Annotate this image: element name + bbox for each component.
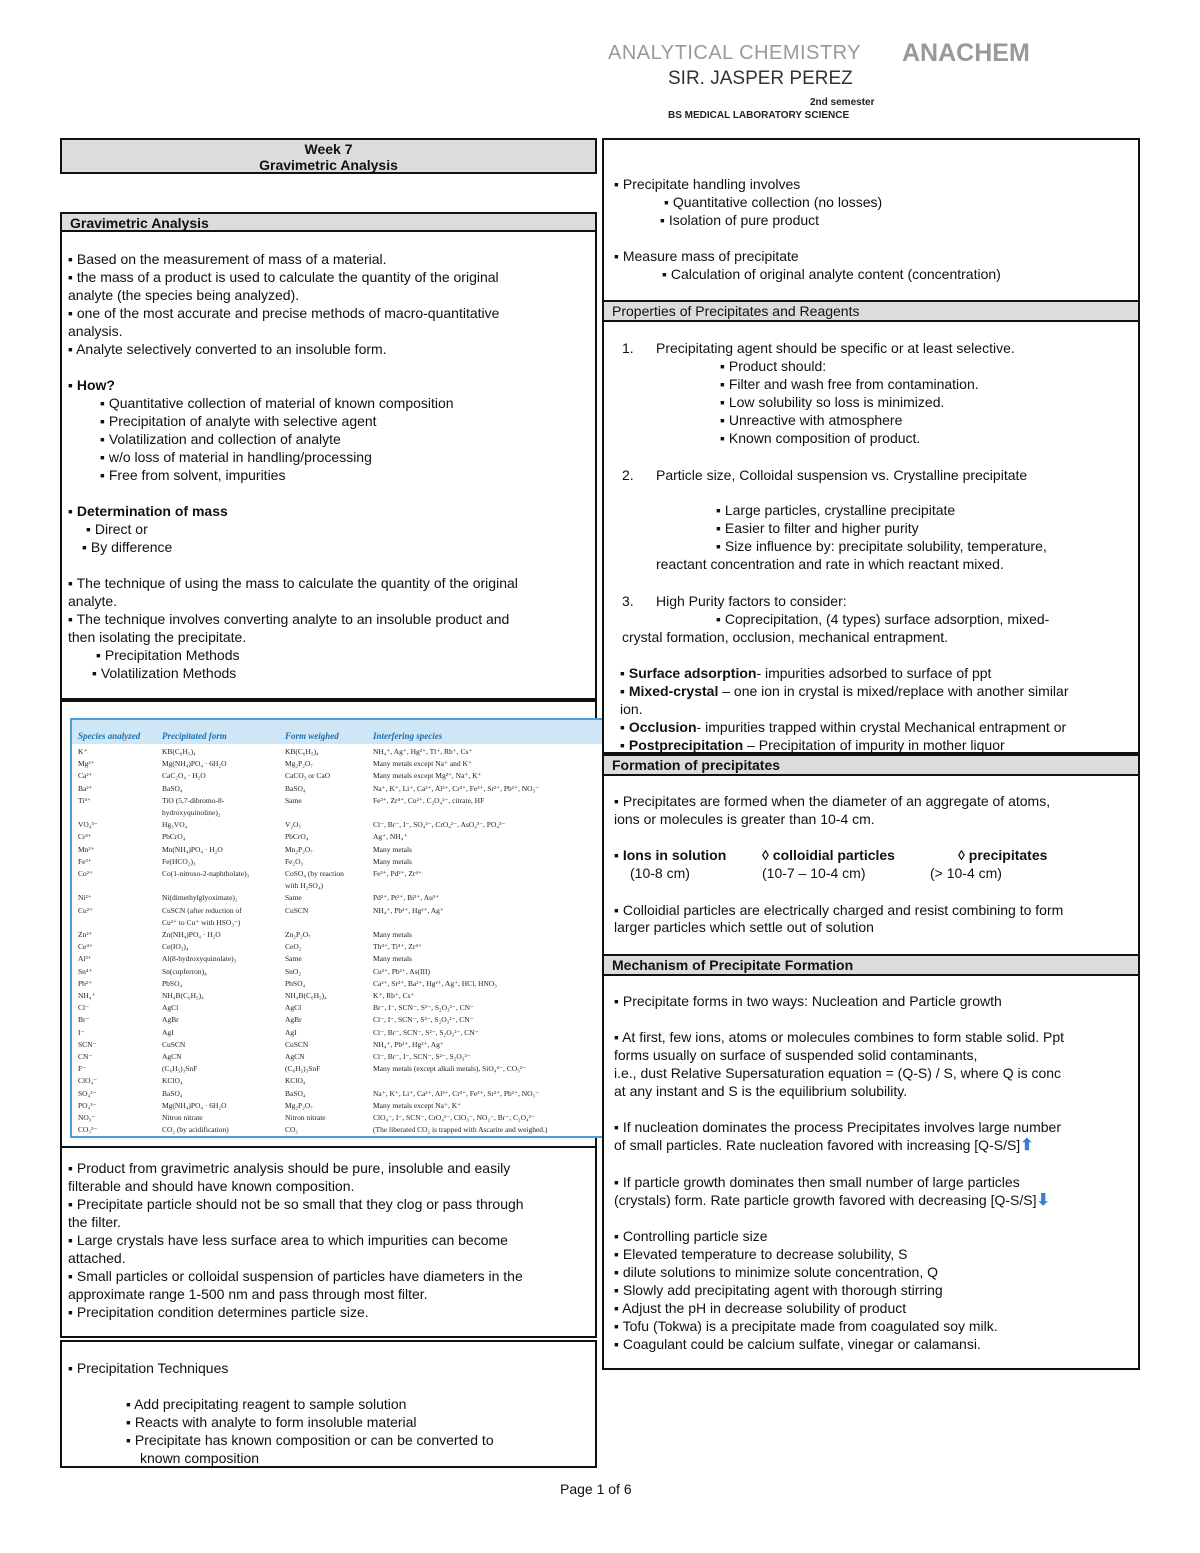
table-cell: NH₄⁺, Ag⁺, Hg²⁺, Tl⁺, Rb⁺, Cs⁺ (373, 747, 473, 756)
surface-adsorption-line (620, 664, 991, 682)
course-title: ANALYTICAL CHEMISTRY (608, 42, 862, 64)
table-cell: K⁺, Rb⁺, Cs⁺ (373, 991, 415, 1000)
table-cell: K⁺ (78, 747, 88, 756)
product-line: ▪ Precipitate particle should not be so small that they clog or pass through (68, 1196, 524, 1212)
table-cell: PbSO₄ (285, 978, 306, 988)
table-row (72, 1051, 602, 1062)
grav-line: ▪ Based on the measurement of mass of a material. (68, 251, 387, 267)
table-cell: Mg₂P₂O₇ (285, 759, 313, 769)
table-cell: Sn⁴⁺ (78, 966, 93, 976)
table-row (72, 880, 602, 891)
postprecipitation-line (620, 736, 1005, 754)
mechanism-line: forms usually on surface of suspended solid contaminants, (614, 1047, 978, 1063)
definition: - impurities adsorbed to surface of ppt (756, 665, 992, 681)
table-row (72, 1027, 602, 1038)
table-cell: Ca²⁺, Sr²⁺, Ba²⁺, Hg²⁺, Ag⁺, HCl, HNO₃ (373, 978, 497, 988)
mechanism-line: ▪ dilute solutions to minimize solute concentration, Q (614, 1264, 939, 1280)
table-cell: Ca²⁺ (78, 771, 93, 781)
table-cell: CO₂ (285, 1125, 299, 1135)
property-subitem: ▪ Product should: (720, 358, 827, 374)
handling-line: ▪ Precipitate handling involves (614, 176, 801, 192)
technique-line: then isolating the precipitate. (68, 629, 247, 645)
product-line: the filter. (68, 1214, 121, 1230)
table-cell: KB(C₆H₅)₄ (162, 747, 196, 756)
table-row (72, 1100, 602, 1111)
table-cell: Fe(HCO₂)₃ (162, 856, 196, 866)
table-row (72, 966, 602, 977)
table-row (72, 905, 602, 916)
table-cell: Ni(dimethylglyoximate)₂ (162, 893, 238, 903)
mechanism-line: ▪ Controlling particle size (614, 1228, 768, 1244)
table-cell: Co(1-nitroso-2-naphtholate)₃ (162, 869, 250, 878)
table-cell: Ce(IO₃)₄ (162, 942, 189, 952)
table-cell: Al³⁺ (78, 954, 92, 964)
table-cell: AgCN (162, 1052, 182, 1061)
ions-label: ▪ Ions in solution (614, 847, 727, 863)
table-cell: Na⁺, K⁺, Li⁺, Ca²⁺, Al³⁺, Cr³⁺, Fe³⁺, Sr²⁺, Pb²⁺, NO₃⁻ (373, 1088, 540, 1098)
table-header-cell: Precipitated form (162, 731, 227, 741)
table-cell: Cl⁻, Br⁻, I⁻, SO₄²⁻, CrO₄²⁻, AsO₄³⁻, PO₄³⁻ (373, 820, 506, 830)
table-cell: Ce⁴⁺ (78, 942, 93, 952)
table-cell: CaCO₃ or CaO (285, 771, 331, 781)
table-header (72, 720, 602, 744)
techniques-item: ▪ Precipitate has known composition or can be converted to (126, 1432, 494, 1448)
property-subitem: reactant concentration and rate in which reactant mixed. (656, 556, 1004, 572)
mechanism-line: ▪ Precipitate forms in two ways: Nucleation and Particle growth (614, 993, 1002, 1009)
table-cell: Mg(NH₄)PO₄ · 6H₂O (162, 1100, 227, 1110)
table-cell: BaSO₄ (162, 1088, 183, 1098)
table-row (72, 1002, 602, 1013)
table-row (72, 990, 602, 1001)
grav-line: ▪ one of the most accurate and precise methods of macro-quantitative (68, 305, 500, 321)
table-cell: KClO₄ (162, 1076, 183, 1086)
table-cell: Nitron nitrate (162, 1113, 203, 1122)
technique-line: ▪ The technique of using the mass to calculate the quantity of the original (68, 575, 518, 591)
table-row (72, 783, 602, 794)
formation-heading: Formation of precipitates (602, 754, 1140, 776)
table-cell: Ni²⁺ (78, 893, 92, 903)
table-cell: Br⁻, I⁻, SCN⁻, S²⁻, S₂O₃²⁻, CN⁻ (373, 1003, 474, 1013)
table-cell: Cl⁻, Br⁻, SCN⁻, S²⁻, S₂O₃²⁻, CN⁻ (373, 1027, 479, 1037)
table-cell: Mg²⁺ (78, 759, 95, 769)
occlusion-line (620, 718, 1066, 736)
table-row (72, 1075, 602, 1086)
table-row (72, 953, 602, 964)
table-cell: Pd²⁺, Pt²⁺, Bi³⁺, Au³⁺ (373, 893, 440, 903)
table-cell: AgCl (162, 1003, 179, 1013)
table-row (72, 1124, 602, 1135)
table-cell: Mg(NH₄)PO₄ · 6H₂O (162, 759, 227, 769)
nucleation-text: of small particles. Rate nucleation favored with increasing [Q-S/S] (614, 1137, 1021, 1153)
formation-line: larger particles which settle out of solution (614, 919, 874, 935)
table-cell: hydroxyquinoline)₂ (162, 808, 221, 817)
table-header-cell: Form weighed (285, 731, 339, 741)
table-cell: Zn²⁺ (78, 930, 93, 939)
properties-heading: Properties of Precipitates and Reagents (602, 300, 1140, 322)
semester-label: 2nd semester (810, 97, 875, 108)
property-subitem: ▪ Filter and wash free from contamination. (720, 376, 979, 392)
product-line: approximate range 1-500 nm and pass through most filter. (68, 1286, 428, 1302)
table-cell: (C₆H₅)₃SnF (285, 1064, 321, 1074)
table-cell: Ba²⁺ (78, 783, 93, 793)
colloid-label: ◊ colloidial particles (762, 847, 895, 863)
table-cell: Cl⁻, Br⁻, I⁻, SCN⁻, S²⁻, S₂O₃²⁻ (373, 1052, 471, 1061)
table-cell: BaSO₄ (285, 783, 306, 793)
mechanism-line (614, 1136, 1034, 1155)
table-cell: AgBr (162, 1015, 179, 1025)
table-row (72, 929, 602, 940)
table-cell: VO₄³⁻ (78, 820, 98, 830)
definition: - impurities trapped within crystal Mechanical entrapment or (696, 719, 1067, 735)
table-cell: Mg₂P₂O₇ (285, 1100, 313, 1110)
method-item: ▪ Precipitation Methods (96, 647, 240, 663)
product-line: ▪ Precipitation condition determines particle size. (68, 1304, 369, 1320)
property-item: Particle size, Colloidal suspension vs. Crystalline precipitate (656, 467, 1028, 483)
term: ▪ Surface adsorption (620, 665, 757, 681)
definition: – Precipitation of impurity in mother liquor (743, 737, 1005, 753)
table-cell: Fe³⁺ (78, 856, 92, 866)
table-cell: AgI (162, 1027, 174, 1037)
table-cell: ClO₄⁻, I⁻, SCN⁻, CrO₄²⁻, ClO₃⁻, NO₂⁻, Br⁻, C₂O₄²⁻ (373, 1113, 535, 1122)
table-cell: Sn(cupferron)₄ (162, 966, 207, 976)
table-row (72, 1014, 602, 1025)
table-row (72, 770, 602, 781)
determination-heading: ▪ Determination of mass (68, 503, 228, 519)
precipitate-range: (> 10-4 cm) (930, 865, 1002, 881)
table-row (72, 1088, 602, 1099)
table-cell: CO₂ (by acidification) (162, 1125, 229, 1135)
table-cell: CaC₂O₄ · H₂O (162, 771, 206, 781)
mechanism-line: ▪ Tofu (Tokwa) is a precipitate made from coagulated soy milk. (614, 1318, 998, 1334)
grav-line: ▪ Analyte selectively converted to an insoluble form. (68, 341, 387, 357)
table-cell: Cr³⁺ (78, 832, 92, 842)
table-cell: Same (285, 954, 302, 964)
table-cell: Many metals except Mg²⁺, Na⁺, K⁺ (373, 771, 482, 781)
table-cell: Na⁺, K⁺, Li⁺, Ca²⁺, Al³⁺, Cr³⁺, Fe³⁺, Sr²⁺, Pb²⁺, NO₃⁻ (373, 783, 540, 793)
table-row (72, 844, 602, 855)
product-line: ▪ Product from gravimetric analysis should be pure, insoluble and easily (68, 1160, 511, 1176)
table-cell: NO₃⁻ (78, 1113, 96, 1122)
table-row (72, 1039, 602, 1050)
how-item: ▪ Quantitative collection of material of known composition (100, 395, 454, 411)
property-subitem: ▪ Large particles, crystalline precipitate (716, 502, 956, 518)
property-subitem: ▪ Unreactive with atmosphere (720, 412, 903, 428)
technique-line: analyte. (68, 593, 118, 609)
table-cell: NH₄⁺, Pb²⁺, Hg²⁺, Ag⁺ (373, 1039, 444, 1049)
table-cell: Mn²⁺ (78, 844, 95, 854)
techniques-item: ▪ Reacts with analyte to form insoluble material (126, 1414, 417, 1430)
table-cell: AgCl (285, 1003, 302, 1013)
gravimetric-methods-table (70, 718, 602, 1138)
grav-line: analyte (the species being analyzed). (68, 287, 300, 303)
course-brand: ANACHEM (902, 39, 1030, 67)
table-cell: Same (285, 795, 302, 805)
arrow-up-icon: ⬆ (1020, 1137, 1034, 1154)
table-cell: Mn₂P₂O₇ (285, 844, 313, 854)
table-cell: NH₄⁺, Pb²⁺, Hg²⁺, Ag⁺ (373, 905, 444, 915)
table-row (72, 1112, 602, 1123)
how-item: ▪ Volatilization and collection of analyte (100, 431, 341, 447)
table-cell: Cu²⁺, Pb²⁺, As(III) (373, 966, 430, 976)
mechanism-line: ▪ Elevated temperature to decrease solubility, S (614, 1246, 908, 1262)
how-item: ▪ w/o loss of material in handling/processing (100, 449, 372, 465)
list-number: 3. (622, 593, 634, 609)
table-row (72, 856, 602, 867)
property-subitem: ▪ Low solubility so loss is minimized. (720, 394, 945, 410)
mixed-crystal-line (620, 682, 1069, 700)
mechanism-line: ▪ Adjust the pH in decrease solubility of product (614, 1300, 907, 1316)
table-cell: CO₃²⁻ (78, 1125, 98, 1135)
table-cell: Many metals (373, 856, 412, 866)
table-cell: NH₄B(C₆H₅)₄ (162, 991, 204, 1000)
table-cell: (C₆H₅)₃SnF (162, 1064, 198, 1074)
table-cell: BaSO₄ (285, 1088, 306, 1098)
table-cell: Br⁻ (78, 1015, 90, 1025)
table-cell: Many metals except Na⁺ and K⁺ (373, 759, 472, 769)
table-header-cell: Interfering species (373, 731, 443, 741)
grav-line: ▪ the mass of a product is used to calculate the quantity of the original (68, 269, 499, 285)
term: ▪ Occlusion (620, 719, 697, 735)
table-cell: Many metals except Na⁺, K⁺ (373, 1100, 462, 1110)
property-subitem: ▪ Easier to filter and higher purity (716, 520, 919, 536)
table-cell: Many metals (373, 930, 412, 939)
table-header-cell: Species analyzed (78, 731, 141, 741)
table-row (72, 1063, 602, 1074)
property-item: High Purity factors to consider: (656, 593, 847, 609)
table-row (72, 746, 602, 757)
how-item: ▪ Free from solvent, impurities (100, 467, 286, 483)
mechanism-line: ▪ If nucleation dominates the process Precipitates involves large number (614, 1119, 1061, 1135)
table-cell: Ag⁺, NH₄⁺ (373, 832, 408, 842)
table-cell: CeO₂ (285, 942, 302, 952)
term: ▪ Postprecipitation (620, 737, 744, 753)
table-row (72, 917, 602, 928)
gravimetric-heading: Gravimetric Analysis (60, 212, 597, 232)
table-row (72, 941, 602, 952)
handling-line: ▪ Isolation of pure product (660, 212, 820, 228)
table-cell: (The liberated CO₂ is trapped with Ascarite and weighed.) (373, 1125, 548, 1135)
table-cell: Al(8-hydroxyquinolate)₃ (162, 954, 237, 964)
product-line: ▪ Large crystals have less surface area to which impurities can become (68, 1232, 508, 1248)
table-cell: SO₄²⁻ (78, 1088, 97, 1098)
mechanism-line: ▪ Slowly add precipitating agent with thorough stirring (614, 1282, 943, 1298)
arrow-down-icon: ⬇ (1036, 1192, 1050, 1209)
product-line: filterable and should have known composition. (68, 1178, 355, 1194)
table-cell: Fe³⁺, Zr⁴⁺, Cu²⁺, C₂O₄²⁻, citrate, HF (373, 795, 485, 805)
techniques-title: ▪ Precipitation Techniques (68, 1360, 229, 1376)
colloid-range: (10-7 – 10-4 cm) (762, 865, 866, 881)
definition: – one ion in crystal is mixed/replace with another similar (718, 683, 1069, 699)
precipitate-label: ◊ precipitates (958, 847, 1048, 863)
table-cell: NH₄⁺ (78, 991, 96, 1000)
table-cell: Cl⁻ (78, 1003, 90, 1013)
property-subitem: ▪ Known composition of product. (720, 430, 921, 446)
determination-item: ▪ By difference (82, 539, 173, 555)
table-cell: Ti⁴⁺ (78, 795, 91, 805)
table-cell: ClO₄⁻ (78, 1076, 98, 1086)
table-row (72, 892, 602, 903)
table-cell: SCN⁻ (78, 1039, 97, 1049)
mixed-crystal-cont: ion. (620, 701, 643, 717)
table-cell: PbCrO₄ (285, 832, 309, 842)
formation-line: ions or molecules is greater than 10-4 cm. (614, 811, 875, 827)
product-line: ▪ Small particles or colloidal suspension of particles have diameters in the (68, 1268, 523, 1284)
program-label: BS MEDICAL LABORATORY SCIENCE (668, 110, 850, 121)
table-cell: CoSO₄ (by reaction (285, 869, 344, 878)
property-subitem: ▪ Size influence by: precipitate solubility, temperature, (716, 538, 1047, 554)
week-title-box (60, 138, 597, 174)
mechanism-line: ▪ If particle growth dominates then small number of large particles (614, 1174, 1020, 1190)
table-cell: Co²⁺ (78, 869, 93, 878)
table-cell: SnO₂ (285, 966, 301, 976)
table-cell: CN⁻ (78, 1052, 93, 1061)
table-cell: AgCN (285, 1052, 305, 1061)
table-row (72, 978, 602, 989)
table-cell: V₂O₅ (285, 820, 302, 830)
how-heading: ▪ How? (68, 377, 115, 393)
table-cell: Zn(NH₄)PO₄ · H₂O (162, 930, 221, 939)
instructor-name: SIR. JASPER PEREZ (668, 68, 853, 89)
table-cell: Same (285, 893, 302, 903)
mechanism-line: ▪ Coagulant could be calcium sulfate, vinegar or calamansi. (614, 1336, 981, 1352)
table-cell: CuSCN (285, 905, 309, 915)
table-cell: TiO (5,7-dibromo-8- (162, 795, 225, 805)
property-subitem: ▪ Coprecipitation, (4 types) surface adsorption, mixed- (716, 611, 1050, 627)
table-cell: PO₄³⁻ (78, 1100, 97, 1110)
table-cell: NH₄B(C₆H₅)₄ (285, 991, 327, 1000)
list-number: 1. (622, 340, 634, 356)
formation-line: ▪ Precipitates are formed when the diameter of an aggregate of atoms, (614, 793, 1051, 809)
mechanism-line: i.e., dust Relative Supersaturation equation = (Q-S) / S, where Q is conc (614, 1065, 1062, 1081)
table-cell: Many metals (373, 954, 412, 964)
table-cell: AgI (285, 1027, 297, 1037)
week-topic: Gravimetric Analysis (259, 157, 398, 173)
table-cell: Zn₂P₂O₇ (285, 930, 311, 939)
mechanism-line: ▪ At first, few ions, atoms or molecules combines to form stable solid. Ppt (614, 1029, 1065, 1045)
week-number: Week 7 (304, 141, 353, 157)
table-cell: AgBr (285, 1015, 302, 1025)
how-item: ▪ Precipitation of analyte with selective agent (100, 413, 377, 429)
table-cell: PbCrO₄ (162, 832, 186, 842)
table-row (72, 795, 602, 806)
table-cell: I⁻ (78, 1027, 85, 1037)
table-cell: Cl⁻, I⁻, SCN⁻, S²⁻, S₂O₃²⁻, CN⁻ (373, 1015, 474, 1025)
table-cell: Th⁴⁺, Ti⁴⁺, Zr⁴⁺ (373, 942, 422, 952)
mechanism-line (614, 1191, 1050, 1210)
table-row (72, 831, 602, 842)
property-subitem: crystal formation, occlusion, mechanical entrapment. (622, 629, 949, 645)
product-line: attached. (68, 1250, 126, 1266)
table-cell: Fe³⁺, Pd²⁺, Zr⁴⁺ (373, 869, 422, 878)
mechanism-line: at any instant and S is the equilibrium solubility. (614, 1083, 908, 1099)
handling-line: ▪ Measure mass of precipitate (614, 248, 799, 264)
table-cell: Pb²⁺ (78, 978, 93, 988)
techniques-item: known composition (140, 1450, 260, 1466)
growth-text: (crystals) form. Rate particle growth favored with decreasing [Q-S/S] (614, 1192, 1037, 1208)
table-cell: F⁻ (78, 1064, 87, 1074)
table-cell: KB(C₆H₅)₄ (285, 747, 319, 756)
list-number: 2. (622, 467, 634, 483)
table-cell: Many metals (except alkali metals), SiO₄⁴⁻, CO₃²⁻ (373, 1064, 526, 1074)
mechanism-heading: Mechanism of Precipitate Formation (602, 954, 1140, 976)
method-item: ▪ Volatilization Methods (92, 665, 237, 681)
table-cell: KClO₄ (285, 1076, 306, 1086)
table-cell: Cu²⁺ to Cu⁺ with HSO₃⁻) (162, 917, 241, 927)
property-item: Precipitating agent should be specific or at least selective. (656, 340, 1015, 356)
page-number: Page 1 of 6 (560, 1481, 632, 1497)
table-cell: PbSO₄ (162, 978, 183, 988)
table-cell: CuSCN (285, 1039, 309, 1049)
table-row (72, 819, 602, 830)
determination-item: ▪ Direct or (86, 521, 148, 537)
handling-line: ▪ Quantitative collection (no losses) (664, 194, 883, 210)
table-cell: Many metals (373, 844, 412, 854)
table-cell: BaSO₄ (162, 783, 183, 793)
table-cell: with H₂SO₄) (285, 881, 323, 891)
table-cell: Hg₃VO₄ (162, 820, 188, 830)
techniques-item: ▪ Add precipitating reagent to sample solution (126, 1396, 407, 1412)
table-cell: Mn(NH₄)PO₄ · H₂O (162, 844, 223, 854)
formation-line: ▪ Colloidial particles are electrically charged and resist combining to form (614, 902, 1064, 918)
ions-range: (10-8 cm) (630, 865, 690, 881)
table-cell: CuSCN (after reduction of (162, 905, 242, 915)
handling-line: ▪ Calculation of original analyte content (concentration) (662, 266, 1001, 282)
table-row (72, 807, 602, 818)
table-cell: CuSCN (162, 1039, 186, 1049)
term: ▪ Mixed-crystal (620, 683, 719, 699)
grav-line: analysis. (68, 323, 123, 339)
table-cell: Fe₂O₃ (285, 856, 304, 866)
technique-line: ▪ The technique involves converting analyte to an insoluble product and (68, 611, 510, 627)
table-cell: Cu²⁺ (78, 905, 93, 915)
table-row (72, 868, 602, 879)
table-cell: Nitron nitrate (285, 1113, 326, 1122)
table-row (72, 758, 602, 769)
